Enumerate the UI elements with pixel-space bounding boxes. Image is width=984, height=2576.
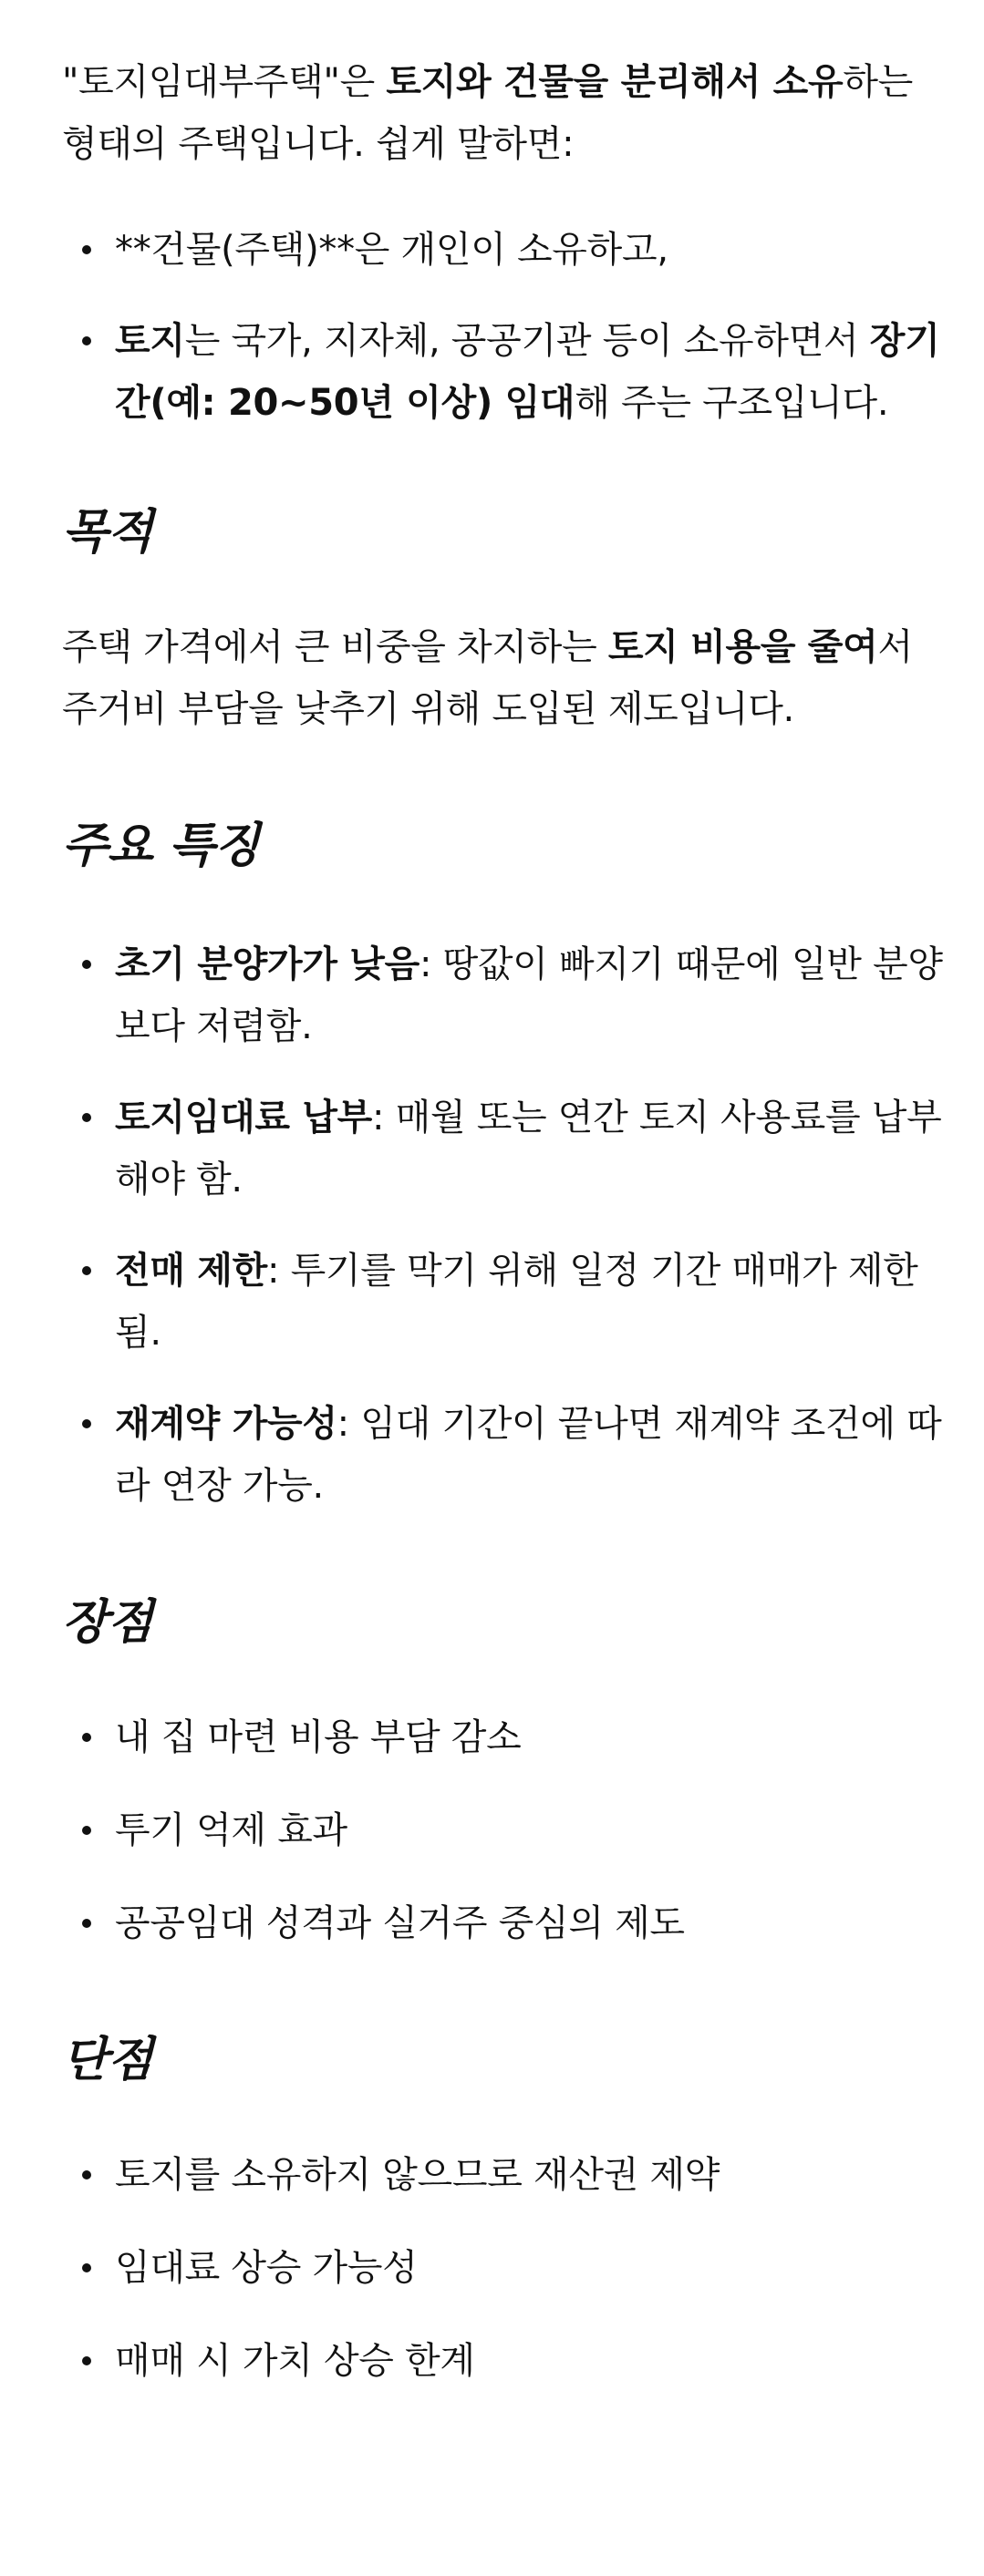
list-item: 전매 제한: 투기를 막기 위해 일정 기간 매매가 제한됨. [62,1240,948,1364]
intro-paragraph: "토지임대부주택"은 토지와 건물을 분리해서 소유하는 형태의 주택입니다. 쉽게 말하면: [62,61,913,165]
purpose-paragraph: 주택 가격에서 큰 비중을 차지하는 토지 비용을 줄여서 주거비 부담을 낮추기 위해 도입된 제도입니다. [62,626,913,730]
section-heading-purpose: 목적 [62,505,153,560]
cons-list [62,2144,948,2392]
list-item: 매매 시 가치 상승 한계 [62,2330,948,2392]
section-heading-cons: 단점 [62,2033,153,2087]
list-item: 토지임대료 납부: 매월 또는 연간 토지 사용료를 납부해야 함. [62,1087,948,1211]
list-item: 공공임대 성격과 실거주 중심의 제도 [62,1892,948,1954]
list-item: 토지를 소유하지 않으므로 재산권 제약 [62,2144,948,2206]
list-item: 임대료 상승 가능성 [62,2237,948,2299]
list-item: 투기 억제 효과 [62,1799,948,1861]
intro-list [62,219,948,434]
list-item: **건물(주택)**은 개인이 소유하고, [62,219,948,281]
list-item: 재계약 가능성: 임대 기간이 끝나면 재계약 조건에 따라 연장 가능. [62,1393,948,1517]
section-heading-features: 주요 특징 [62,819,260,873]
features-list [62,933,948,1517]
section-heading-pros: 장점 [62,1595,153,1650]
list-item: 초기 분양가가 낮음: 땅값이 빠지기 때문에 일반 분양보다 저렴함. [62,933,948,1057]
list-item: 토지는 국가, 지자체, 공공기관 등이 소유하면서 장기간(예: 20~50년 이상) 임대해 주는 구조입니다. [62,310,948,434]
list-item: 내 집 마련 비용 부담 감소 [62,1706,948,1768]
pros-list [62,1706,948,1954]
